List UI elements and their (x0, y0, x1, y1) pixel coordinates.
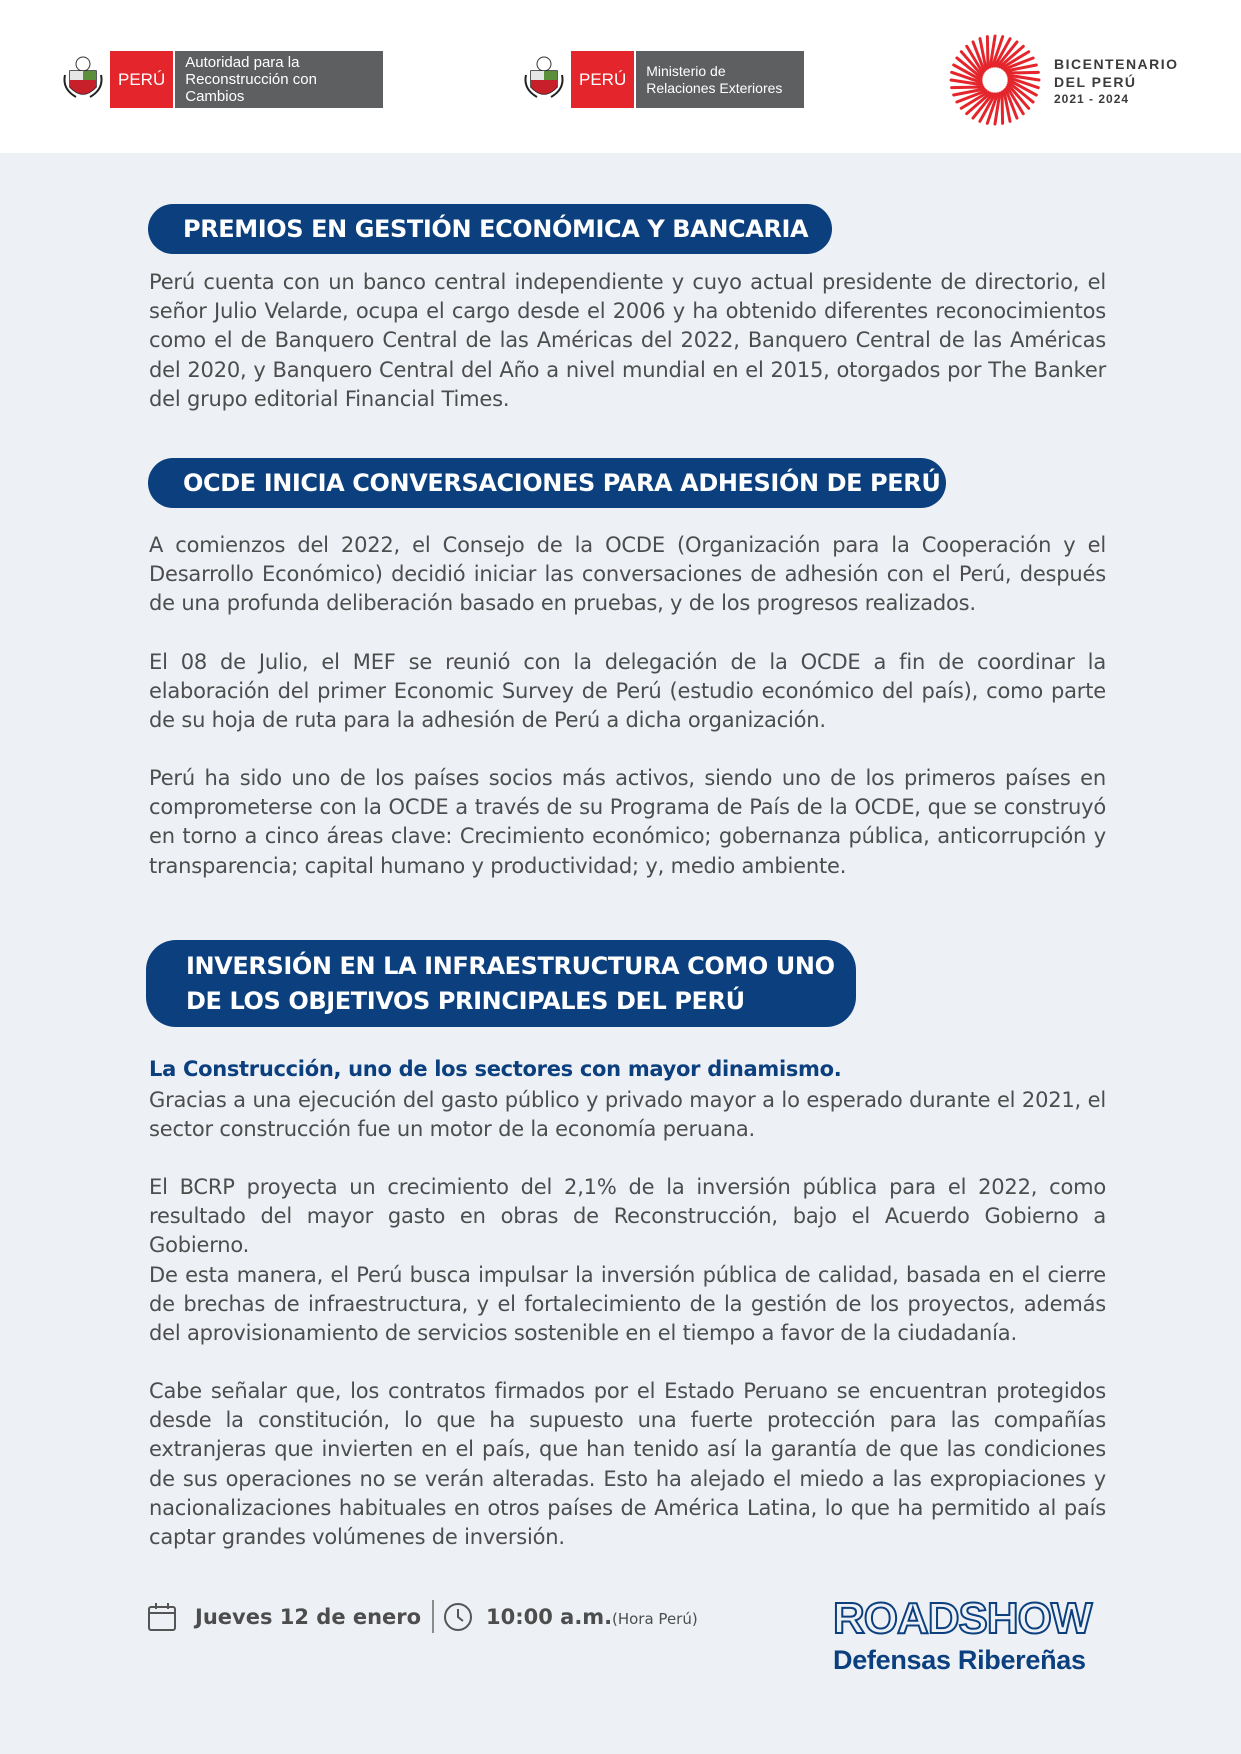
title-line: INVERSIÓN EN LA INFRAESTRUCTURA COMO UNO (186, 951, 835, 980)
logo-reconstruccion (62, 51, 383, 108)
calendar-icon (147, 1602, 177, 1632)
bicentenario-logo (948, 34, 1188, 126)
paragraph: El BCRP proyecta un crecimiento del 2,1% de la inversión pública para el 2022, como resultado del mayor gasto en obras de Reconstrucción, bajo el Acuerdo Gobierno a Gobierno. (149, 1175, 1106, 1258)
paragraph: Cabe señalar que, los contratos firmados por el Estado Peruano se encuentran protegidos desde la constitución, lo que ha supuesto una fuerte protección para las compañías extranjeras que invierten en el país, que han tenido así la garantía de que las condiciones de sus operaciones no se verán alteradas. Esto ha alejado el miedo a las expropiaciones y nacionalizaciones habituales en otros países de América Latina, lo que ha permitido al país captar grandes volúmenes de inversión. (149, 1379, 1106, 1550)
coat-of-arms-icon (523, 55, 565, 105)
paragraph: El 08 de Julio, el MEF se reunió con la delegación de la OCDE a fin de coordinar la elaboración del primer Economic Survey de Perú (estudio económico del país), como parte de su hoja de ruta para la adhesión de Perú a dicha organización. (149, 650, 1106, 733)
entity-name-box (636, 51, 804, 108)
section-title-inversion (146, 940, 856, 1027)
subheading: La Construcción, uno de los sectores con mayor dinamismo. (149, 1057, 842, 1081)
entity-name-box (175, 51, 383, 108)
paragraph: A comienzos del 2022, el Consejo de la OCDE (Organización para la Cooperación y el Desarrollo Económico) decidió iniciar las conversaciones de adhesión con el Perú, después de una profunda deliberación basado en pruebas, y de los progresos realizados. (149, 533, 1106, 616)
header-bar (0, 0, 1241, 153)
bicentenario-years: 2021 - 2024 (1054, 92, 1130, 106)
bicentenario-text (1054, 55, 1179, 108)
title-line: DE LOS OBJETIVOS PRINCIPALES DEL PERÚ (186, 986, 745, 1015)
bicentenario-line: DEL PERÚ (1054, 74, 1137, 90)
logo-relaciones-exteriores (523, 51, 804, 108)
paragraph: Gracias a una ejecución del gasto público y privado mayor a lo esperado durante el 2021, el sector construcción fue un motor de la economía peruana. (149, 1088, 1106, 1142)
defensas-riberenas-brand: Defensas Ribereñas (833, 1645, 1086, 1675)
event-timezone: (Hora Perú) (612, 1610, 698, 1628)
paragraph: Perú cuenta con un banco central independiente y cuyo actual presidente de directorio, el señor Julio Velarde, ocupa el cargo desde el 2006 y ha obtenido diferentes reconocimientos como el de Banquero Central de las Américas del 2022, Banquero Central de las Américas del 2020, y Banquero Central del Año a nivel mundial en el 2015, otorgados por The Banker del grupo editorial Financial Times. (149, 270, 1106, 411)
bicentenario-line: BICENTENARIO (1054, 56, 1179, 72)
coat-of-arms-icon (62, 55, 104, 105)
event-date: Jueves 12 de enero (195, 1605, 422, 1629)
event-time: 10:00 a.m. (486, 1605, 613, 1629)
entity-line: Reconstrucción con Cambios (185, 71, 317, 105)
section-title-ocde: OCDE INICIA CONVERSACIONES PARA ADHESIÓN DE PERÚ (148, 458, 946, 508)
paragraph: De esta manera, el Perú busca impulsar la inversión pública de calidad, basada en el cierre de brechas de infraestructura, y el fortalecimiento de la gestión de los proyectos, además del aprovisionamiento de servicios sostenible en el tiempo a favor de la ciudadanía. (149, 1263, 1106, 1346)
clock-icon (443, 1602, 473, 1632)
peru-label: PERÚ (571, 51, 634, 108)
paragraph: Perú ha sido uno de los países socios más activos, siendo uno de los primeros países en comprometerse con la OCDE a través de su Programa de País de la OCDE, que se construyó en torno a cinco áreas clave: Crecimiento económico; gobernanza pública, anticorrupción y transparencia; capital humano y productividad; y, medio ambiente. (149, 766, 1106, 878)
entity-line: Autoridad para la (185, 54, 300, 71)
entity-line: Relaciones Exteriores (646, 79, 783, 96)
peru-label: PERÚ (110, 51, 173, 108)
roadshow-brand: ROADSHOW (833, 1594, 1092, 1643)
section-title-premios: PREMIOS EN GESTIÓN ECONÓMICA Y BANCARIA (148, 204, 832, 254)
divider (432, 1600, 434, 1633)
entity-line: Ministerio de (646, 62, 726, 79)
sunburst-icon (948, 34, 1042, 126)
